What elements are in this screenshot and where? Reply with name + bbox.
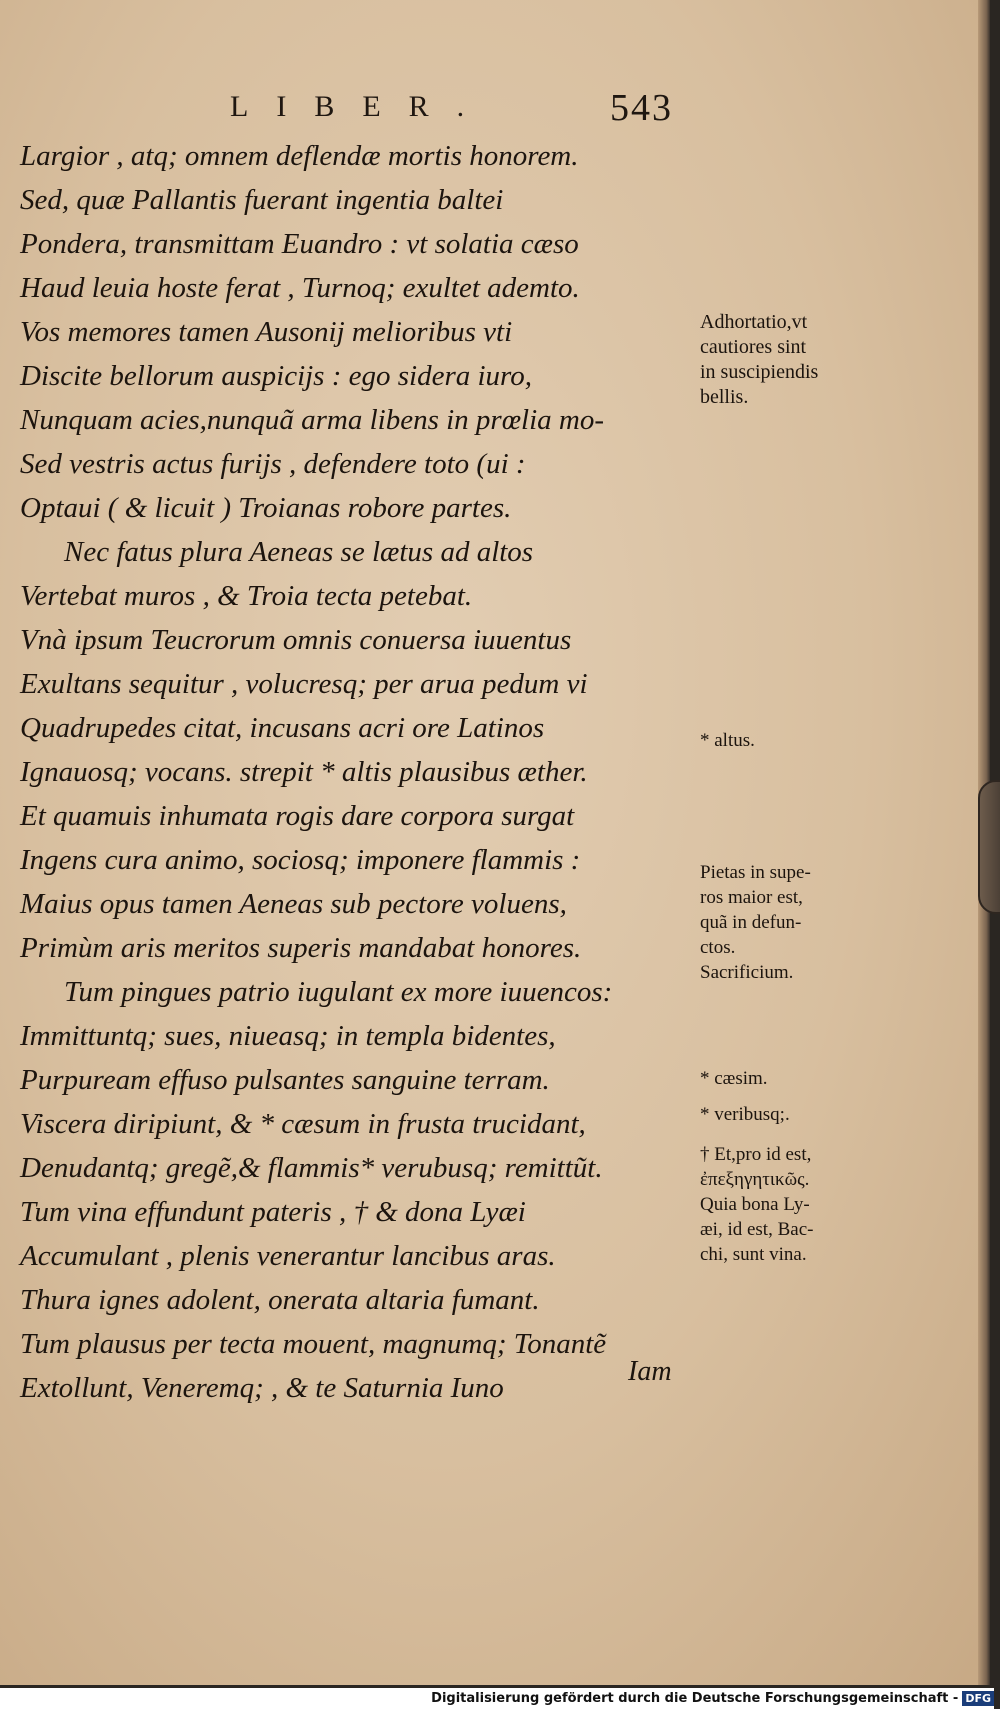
book-clasp [978,780,1000,914]
page-header [0,86,988,132]
margin-note-line: ros maior est, [700,887,803,908]
margin-note-line: chi, sunt vina. [700,1244,807,1265]
verse-line: Vos memores tamen Ausonij melioribus vti [20,316,513,348]
verse-line: Nec fatus plura Aeneas se lætus ad altos [64,536,534,568]
digitization-credit [0,1688,994,1709]
verse-line: Tum plausus per tecta mouent, magnumq; Tonantẽ [20,1328,607,1360]
verse-line: Vertebat muros , & Troia tecta petebat. [20,580,473,612]
margin-note-line: * veribusq;. [700,1104,790,1125]
margin-note-line: Quia bona Ly- [700,1194,810,1215]
verse-line: Largior , atq; omnem deflendæ mortis honorem. [20,140,579,172]
margin-note-adhortatio [700,310,875,410]
verse-line: Tum pingues patrio iugulant ex more iuuencos: [64,976,613,1008]
verse-line: Ingens cura animo, sociosq; imponere flammis : [20,844,581,876]
verse-line: Optaui ( & licuit ) Troianas robore partes. [20,492,512,524]
verse-line: Nunquam acies,nunquã arma libens in prœlia mo- [20,404,605,436]
dfg-logo: DFG [962,1691,994,1706]
margin-note-line: Pietas in supe- [700,862,811,883]
verse-line: Ignauosq; vocans. strepit * altis plausibus æther. [20,756,588,788]
verse-line: Discite bellorum auspicijs : ego sidera iuro, [20,360,533,392]
verse-line: Et quamuis inhumata rogis dare corpora surgat [20,800,575,832]
credit-text: Digitalisierung gefördert durch die Deutsche Forschungsgemeinschaft - [431,1691,959,1706]
margin-note-pietas [700,860,875,985]
margin-note-altus [700,728,875,753]
verse-line: Pondera, transmittam Euandro : vt solatia cæso [20,228,579,260]
verse-line: Tum vina effundunt pateris , † & dona Lyæi [20,1196,526,1228]
verse-line: Sed, quæ Pallantis fuerant ingentia baltei [20,184,504,216]
margin-note-line: * altus. [700,730,755,751]
page-number: 543 [610,87,673,129]
verse-line: Viscera diripiunt, & * cæsum in frusta trucidant, [20,1108,586,1140]
verse-line: Denudantq; gregẽ,& flammis* verubusq; remittũt. [20,1152,603,1184]
margin-note-line: ἐπεξηγητικῶς. [700,1169,810,1190]
verse-line: Thura ignes adolent, onerata altaria fumant. [20,1284,540,1316]
running-head: LIBER. [230,90,493,123]
verse-line: Exultans sequitur , volucresq; per arua pedum vi [20,668,588,700]
verse-line: Extollunt, Veneremq; , & te Saturnia Iuno [20,1372,504,1404]
margin-note-line: Sacrificium. [700,962,794,983]
margin-note-caesim [700,1066,875,1091]
verse-line: Sed vestris actus furijs , defendere toto (ui : [20,448,526,480]
margin-note-veribus [700,1102,875,1127]
verse-line: Primùm aris meritos superis mandabat honores. [20,932,582,964]
verse-line: Haud leuia hoste ferat , Turnoq; exultet ademto. [20,272,580,304]
margin-note-line: † Et,pro id est, [700,1144,812,1165]
verse-line: Quadrupedes citat, incusans acri ore Latinos [20,712,545,744]
verse-line: Maius opus tamen Aeneas sub pectore voluens, [20,888,567,920]
margin-note-line: quã in defun- [700,912,802,933]
margin-note-line: cautiores sint [700,336,807,358]
margin-note-line: * cæsim. [700,1068,768,1089]
catchword: Iam [628,1356,672,1387]
margin-note-line: ctos. [700,937,736,958]
verse-line: Immittuntq; sues, niueasq; in templa bidentes, [20,1020,556,1052]
verse-block [20,134,700,1410]
verse-line: Accumulant , plenis venerantur lancibus aras. [20,1240,556,1272]
margin-note-line: bellis. [700,386,749,408]
margin-note-line: æi, id est, Bac- [700,1219,814,1240]
margin-note-et [700,1142,875,1267]
verse-line: Vnà ipsum Teucrorum omnis conuersa iuuentus [20,624,572,656]
margin-note-line: in suscipiendis [700,361,819,383]
margin-note-line: Adhortatio,vt [700,311,808,333]
verse-line: Purpuream effuso pulsantes sanguine terram. [20,1064,550,1096]
